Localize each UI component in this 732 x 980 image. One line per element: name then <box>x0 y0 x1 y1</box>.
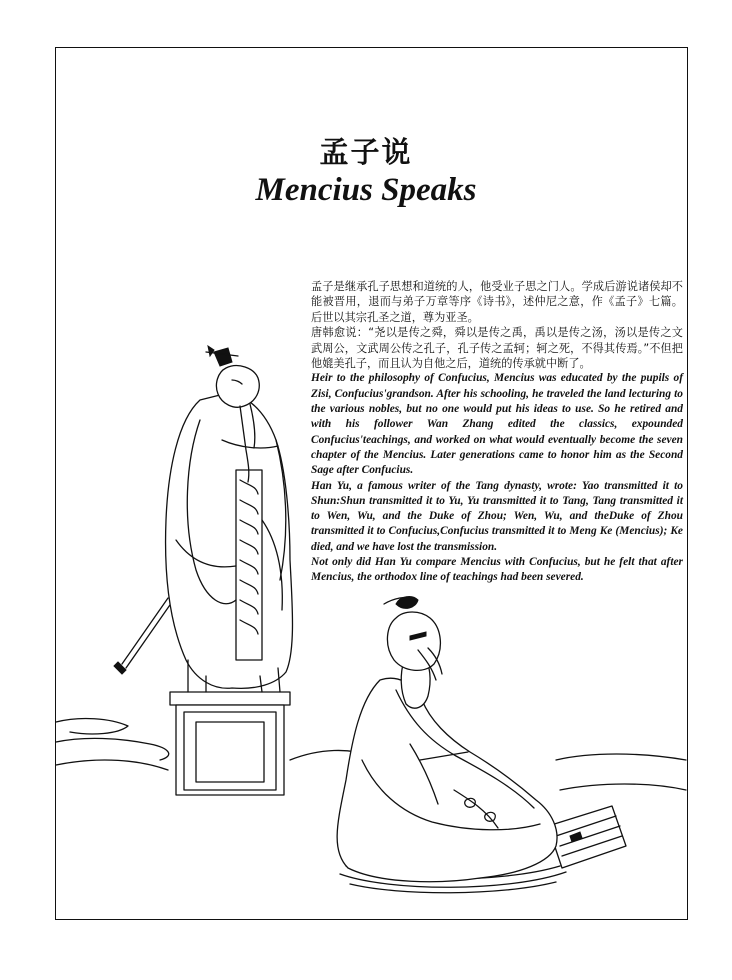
title-chinese: 孟子说 <box>319 135 413 169</box>
stone-pedestal-illustration <box>170 692 290 795</box>
title-english: Mencius Speaks <box>255 172 477 208</box>
confucius-statue-illustration <box>114 346 293 692</box>
text-block <box>311 279 683 586</box>
english-paragraph: Not only did Han Yu compare Mencius with Confucius, but he felt that after Mencius, the orthodox line of teachings had been severed. <box>311 556 683 584</box>
english-paragraph: Han Yu, a famous writer of the Tang dynasty, wrote: Yao transmitted it to Shun:Shun transmitted it to Yu, Yu transmitted it to Tang, Tang transmitted it to Wen, Wu, and the Duke of Zhou; Wen, Wu, and theDuke of Zhou transmitted it to Confucius,Confucius transmitted it to Meng Ke (Mencius); Ke died, and we have lost the transmission. <box>311 479 683 553</box>
chinese-paragraph: 孟子是继承孔子思想和道统的人，他受业子思之门人。学成后游说诸侯却不能被晋用，退而与弟子万章等序《诗书》，述仲尼之意，作《孟子》七篇。后世以其宗孔圣之道，尊为亚圣。 <box>311 280 683 324</box>
mencius-kneeling-illustration <box>337 597 626 893</box>
chinese-paragraph: 唐韩愈说：“尧以是传之舜，舜以是传之禹，禹以是传之汤，汤以是传之文武周公，文武周公传之孔子，孔子传之孟轲；轲之死，不得其传焉。”不但把他媲美孔子，而且认为自他之后，道统的传承就中断了。 <box>311 326 683 371</box>
english-paragraph: Heir to the philosophy of Confucius, Mencius was educated by the pupils of Zisi, Confucius'grandson. After his schooling, he traveled the land lecturing to the various nobles, but no one would put his ideas to use. So he retired and with his follower Wan Zhang edited the classics, expounded Confucius'teachings, and worked on what would eventually become the seven chapter of the Mencius. Later generations came to honor him as the Second Sage after Confucius. <box>311 372 683 477</box>
